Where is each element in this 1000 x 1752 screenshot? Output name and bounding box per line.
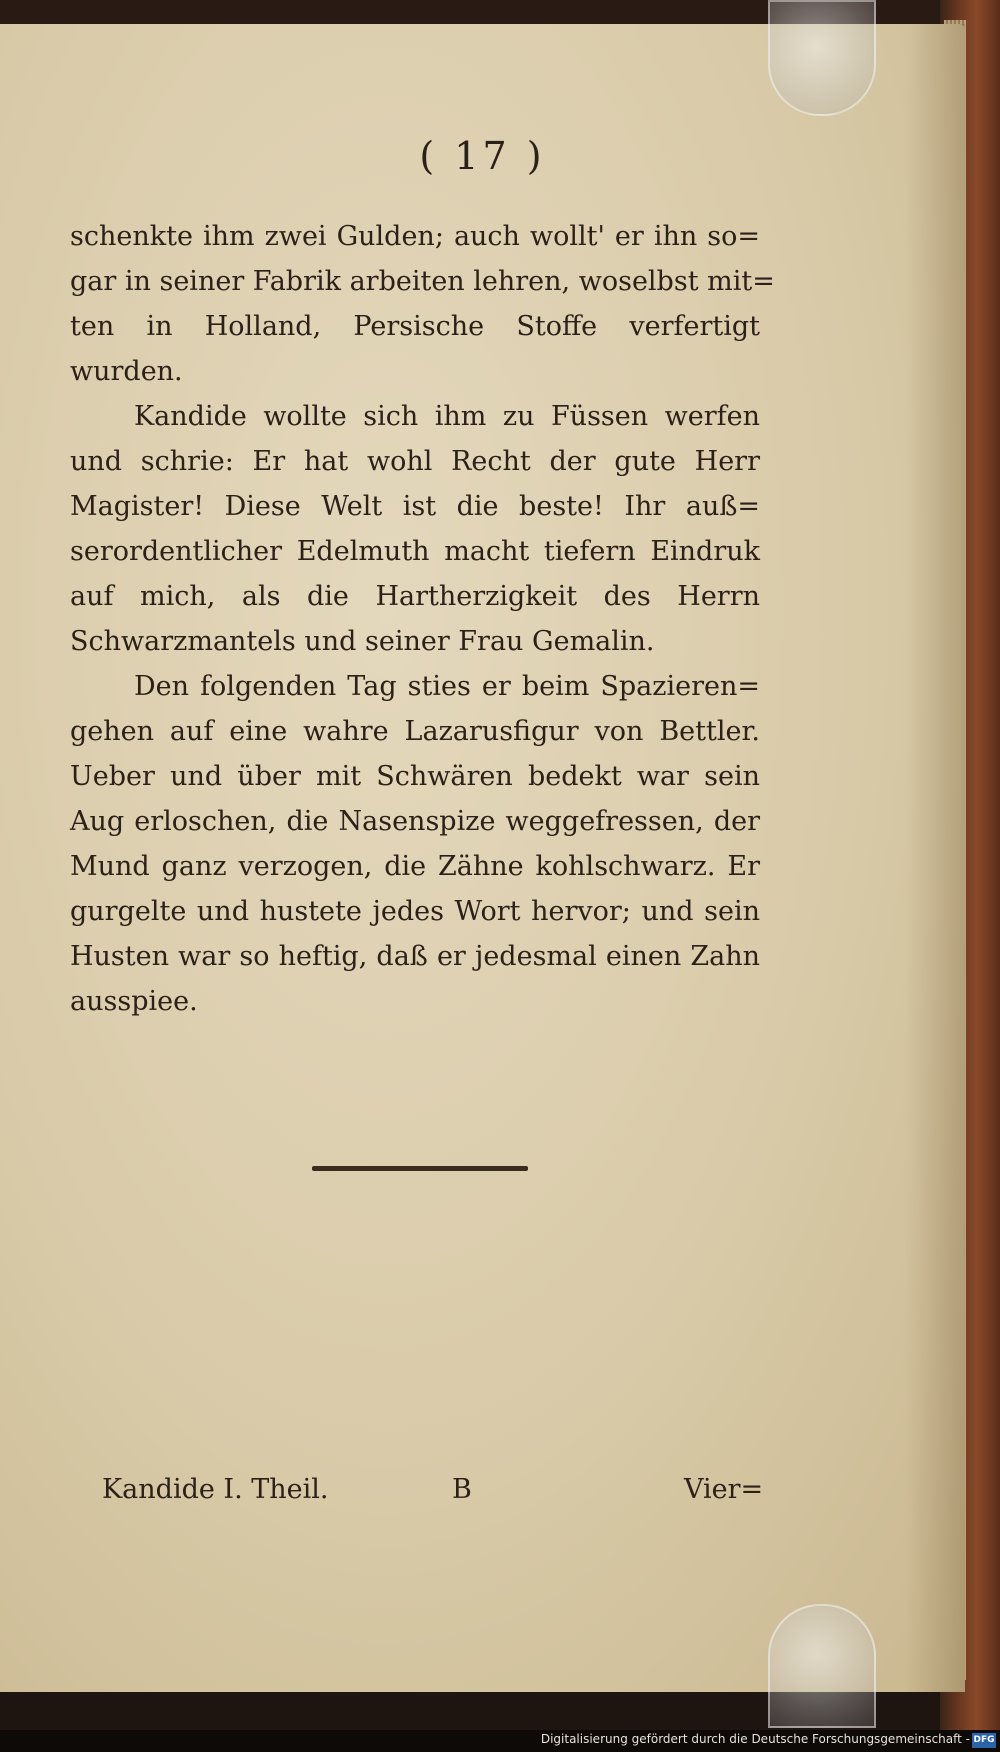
footer-catchword: Vier=: [684, 1474, 764, 1505]
glass-clip-top: [768, 0, 876, 116]
text-line: ten in Holland, Persische Stoffe verfertigt: [70, 311, 760, 342]
text-line: Schwarzmantels und seiner Frau Gemalin.: [70, 626, 655, 657]
body-text: [70, 214, 775, 1024]
footer-gathering-mark: B: [452, 1474, 472, 1505]
dfg-logo-icon: DFG: [972, 1733, 996, 1748]
section-rule: [312, 1166, 528, 1171]
text-line: wurden.: [70, 356, 183, 387]
digitization-credit-bar: [0, 1730, 1000, 1752]
page-number: ( 17 ): [419, 134, 546, 178]
text-line: und schrie: Er hat wohl Recht der gute Herr: [70, 446, 760, 477]
text-line: Aug erloschen, die Nasenspize weggefressen, der: [70, 806, 760, 837]
page-footer: [0, 1470, 965, 1510]
text-line: ausspiee.: [70, 986, 198, 1017]
text-line: Husten war so heftig, daß er jedesmal einen Zahn: [70, 941, 760, 972]
text-line: schenkte ihm zwei Gulden; auch wollt' er ihn so=: [70, 221, 760, 252]
text-line: gurgelte und hustete jedes Wort hervor; und sein: [70, 896, 760, 927]
footer-signature: Kandide I. Theil.: [102, 1474, 329, 1505]
text-line: Kandide wollte sich ihm zu Füssen werfen: [134, 401, 760, 432]
credit-text: Digitalisierung gefördert durch die Deutsche Forschungsgemeinschaft -: [540, 1732, 970, 1746]
text-line: gar in seiner Fabrik arbeiten lehren, woselbst mit=: [70, 266, 775, 297]
page-gutter-shade: [905, 24, 965, 1692]
text-line: Mund ganz verzogen, die Zähne kohlschwarz. Er: [70, 851, 760, 882]
glass-clip-bottom: [768, 1604, 876, 1728]
text-line: Den folgenden Tag sties er beim Spazieren=: [134, 671, 760, 702]
text-line: gehen auf eine wahre Lazarusfigur von Bettler.: [70, 716, 760, 747]
text-line: Ueber und über mit Schwären bedekt war sein: [70, 761, 760, 792]
text-line: Magister! Diese Welt ist die beste! Ihr auß=: [70, 491, 760, 522]
text-line: serordentlicher Edelmuth macht tiefern Eindruk: [70, 536, 760, 567]
text-line: auf mich, als die Hartherzigkeit des Herrn: [70, 581, 760, 612]
